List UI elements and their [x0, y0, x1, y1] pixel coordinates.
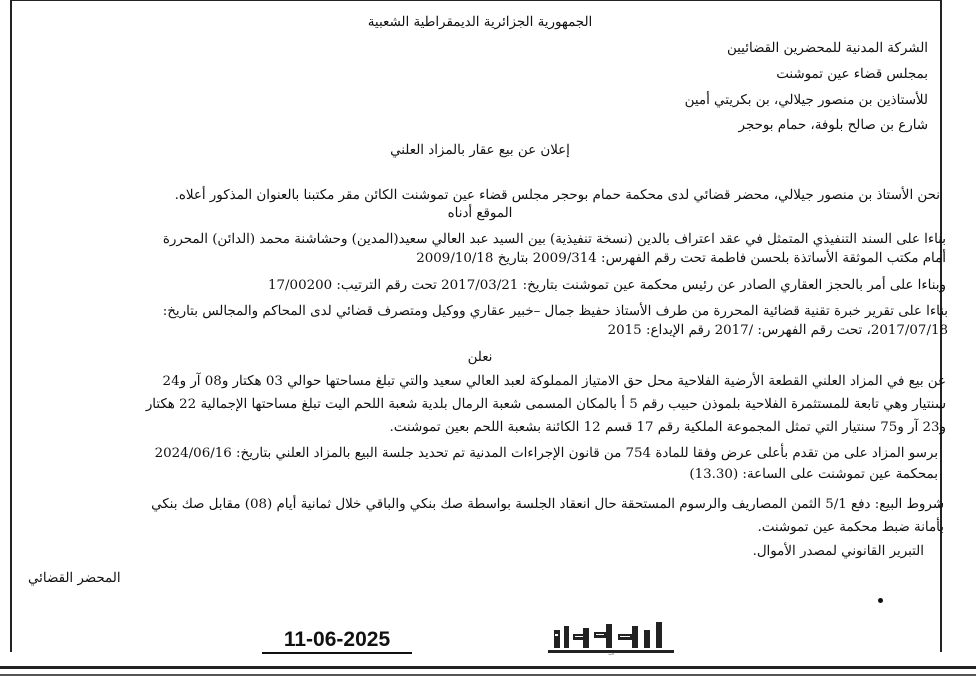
newspaper-logo: [548, 620, 674, 656]
paragraph-3-line-1: وبناءا على أمر بالحجز العقاري الصادر عن رئيس محكمة عين تموشنت بتاريخ: 2017/03/21 تحت رقم الترتيب: 17/00200: [268, 278, 946, 293]
paragraph-1-line-1: نحن الأستاذ بن منصور جيلالي، محضر قضائي لدى محكمة حمام بوحجر مجلس قضاء عين تموشنت الكائن مقر مكتبنا بالعنوان المذكور أعلاه.: [174, 188, 940, 203]
court-name: بمجلس قضاء عين تموشنت: [776, 67, 928, 82]
ink-dot: [878, 598, 883, 603]
paragraph-2-line-2: أمام مكتب الموثقة الأساتذة بلحسن فاطمة تحت رقم الفهرس: 2009/314 بتاريخ 2009/10/18: [416, 251, 946, 266]
paragraph-6-line-1: برسو المزاد على من تقدم بأعلى عرض وفقا للمادة 754 من قانون الإجراءات المدنية تم تحديد جلسة البيع بالمزاد العلني بتاريخ: 2024/06/16: [154, 446, 938, 461]
signature-label: المحضر القضائي: [28, 571, 121, 586]
paragraph-4-line-1: بناءا على تقرير خبرة تقنية قضائية المحررة من طرف الأستاذ حفيظ جمال –خبير عقاري ووكيل ومتصرف قضائي لدى المحاكم والمجالس بتاريخ:: [162, 304, 948, 319]
office-address: شارع بن صالح بلوفة، حمام بوحجر: [738, 118, 928, 133]
paragraph-8-line-1: التبرير القانوني لمصدر الأموال.: [752, 544, 924, 559]
paragraph-5-line-2: سنتيار وهي تابعة للمستثمرة الفلاحية بلموذن حبيب رقم 5 أ بالمكان المسمى شعبة الرمال بلدية شعبة اللحم اليت تبلغ مساحتها الإجمالية 22 هكتار: [145, 397, 946, 412]
notice-title: إعلان عن بيع عقار بالمزاد العلني: [390, 143, 570, 158]
paragraph-1-line-2: الموقع أدناه: [447, 206, 513, 221]
bailiffs-names: للأستاذين بن منصور جيلالي، بن بكريتي أمين: [684, 93, 928, 108]
paragraph-5-line-3: و23 آر و75 سنتيار التي تمثل المجموعة الملكية رقم 17 قسم 12 الكائنة بشعبة اللحم بعين تموشنت.: [389, 420, 946, 435]
bottom-rule: [0, 666, 976, 669]
paragraph-6-line-2: بمحكمة عين تموشنت على الساعة: (13.30): [689, 467, 938, 482]
paragraph-7-line-2: بأمانة ضبط محكمة عين تموشنت.: [757, 520, 944, 535]
bottom-rule-secondary: [0, 674, 976, 676]
publication-date: 11-06-2025: [262, 628, 412, 654]
paragraph-7-line-1: شروط البيع: دفع 5/1 الثمن المصاريف والرسوم المستحقة حال انعقاد الجلسة بواسطة صك بنكي والباقي خلال ثمانية أيام (08) مقابل صك بنكي: [151, 497, 944, 512]
paragraph-4-line-2: 2017/07/18، تحت رقم الفهرس: /2017 رقم الإيداع: 2015: [607, 323, 948, 338]
logo-wordmark: الأمة: [608, 652, 614, 656]
republic-heading: الجمهورية الجزائرية الديمقراطية الشعبية: [367, 15, 593, 30]
paragraph-2-line-1: بناءا على السند التنفيذي المتمثل في عقد اعتراف بالدين (نسخة تنفيذية) بين السيد عبد العالي سعيد(المدين) وحشاشنة محمد (الدائن) المحررة: [162, 232, 946, 247]
announce-heading: نعلن: [467, 350, 493, 365]
paragraph-5-line-1: عن بيع في المزاد العلني القطعة الأرضية الفلاحية محل حق الامتياز المملوكة لعبد العالي سعيد والتي تبلغ مساحتها حوالي 03 هكتار و08 آر و24: [162, 374, 946, 389]
company-name: الشركة المدنية للمحضرين القضائيين: [726, 41, 928, 56]
